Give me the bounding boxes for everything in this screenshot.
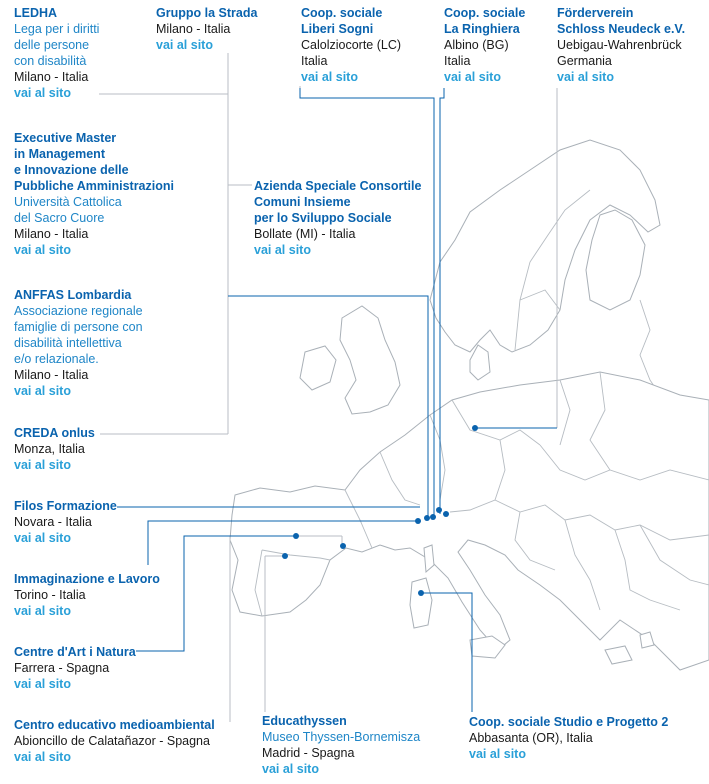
org-location: Bollate (MI) - Italia: [254, 227, 356, 241]
marker-abbasanta[interactable]: [418, 590, 424, 596]
org-location: Milano - Italia: [14, 368, 89, 382]
org-card-anffas: [14, 287, 143, 399]
org-location: Monza, Italia: [14, 442, 85, 456]
marker-torino[interactable]: [415, 518, 421, 524]
org-card-schloss-neudeck: [557, 5, 685, 85]
org-card-immaginazione-lavoro: [14, 571, 160, 619]
org-title: CREDA onlus: [14, 426, 95, 440]
org-location: Calolziocorte (LC) Italia: [301, 38, 402, 68]
org-card-educathyssen: [262, 713, 420, 777]
org-website-link[interactable]: vai al sito: [469, 747, 526, 761]
org-card-gruppo-la-strada: [156, 5, 257, 53]
marker-calolziocorte[interactable]: [436, 507, 442, 513]
org-website-link[interactable]: vai al sito: [14, 243, 71, 257]
org-website-link[interactable]: vai al sito: [14, 677, 71, 691]
org-card-centro-educativo: [14, 717, 215, 765]
org-subtitle: Associazione regionale famiglie di persone con disabilità intellettiva e/o relazionale.: [14, 304, 143, 366]
marker-farrera[interactable]: [340, 543, 346, 549]
org-title: Centro educativo medioambiental: [14, 718, 215, 732]
org-location: Farrera - Spagna: [14, 661, 110, 675]
org-title: Coop. sociale Liberi Sogni: [301, 6, 383, 36]
org-website-link[interactable]: vai al sito: [14, 86, 71, 100]
org-card-liberi-sogni: [301, 5, 401, 85]
org-website-link[interactable]: vai al sito: [14, 604, 71, 618]
marker-albino[interactable]: [443, 511, 449, 517]
org-website-link[interactable]: vai al sito: [254, 243, 311, 257]
org-title: Executive Master in Management e Innovazione delle Pubbliche Amministrazioni: [14, 131, 174, 193]
marker-uebigau[interactable]: [472, 425, 478, 431]
org-title: Förderverein Schloss Neudeck e.V.: [557, 6, 686, 36]
org-title: Immaginazione e Lavoro: [14, 572, 160, 586]
org-location: Milano - Italia: [156, 22, 231, 36]
org-card-ledha: [14, 5, 99, 101]
org-subtitle: Università Cattolica del Sacro Cuore: [14, 195, 122, 225]
org-location: Albino (BG) Italia: [444, 38, 509, 68]
marker-milano[interactable]: [424, 515, 430, 521]
org-location: Torino - Italia: [14, 588, 86, 602]
org-website-link[interactable]: vai al sito: [262, 762, 319, 776]
org-card-la-ringhiera: [444, 5, 525, 85]
org-card-studio-progetto: [469, 714, 668, 762]
org-location: Milano - Italia: [14, 227, 89, 241]
org-subtitle: Lega per i diritti delle persone con disabilità: [14, 22, 100, 68]
org-location: Abioncillo de Calatañazor - Spagna: [14, 734, 210, 748]
org-website-link[interactable]: vai al sito: [444, 70, 501, 84]
marker-abioncillo[interactable]: [293, 533, 299, 539]
org-title: ANFFAS Lombardia: [14, 288, 132, 302]
org-card-filos: [14, 498, 117, 546]
org-card-executive-master: [14, 130, 174, 258]
org-card-centre-art-natura: [14, 644, 136, 692]
marker-monza[interactable]: [430, 514, 436, 520]
org-title: Coop. sociale La Ringhiera: [444, 6, 526, 36]
org-location: Uebigau-Wahrenbrück Germania: [557, 38, 682, 68]
org-card-creda: [14, 425, 95, 473]
org-title: Centre d'Art i Natura: [14, 645, 136, 659]
org-title: Gruppo la Strada: [156, 6, 258, 20]
org-location: Novara - Italia: [14, 515, 92, 529]
org-location: Madrid - Spagna: [262, 746, 355, 760]
org-subtitle: Museo Thyssen-Bornemisza: [262, 730, 421, 744]
org-website-link[interactable]: vai al sito: [301, 70, 358, 84]
org-website-link[interactable]: vai al sito: [14, 531, 71, 545]
org-title: LEDHA: [14, 6, 58, 20]
org-title: Coop. sociale Studio e Progetto 2: [469, 715, 669, 729]
org-website-link[interactable]: vai al sito: [14, 750, 71, 764]
org-title: Filos Formazione: [14, 499, 117, 513]
org-location: Milano - Italia: [14, 70, 89, 84]
marker-madrid[interactable]: [282, 553, 288, 559]
org-card-comuni-insieme: [254, 178, 421, 258]
org-title: Azienda Speciale Consortile Comuni Insieme per lo Sviluppo Sociale: [254, 179, 422, 225]
org-location: Abbasanta (OR), Italia: [469, 731, 593, 745]
org-website-link[interactable]: vai al sito: [14, 458, 71, 472]
org-website-link[interactable]: vai al sito: [156, 38, 213, 52]
org-website-link[interactable]: vai al sito: [14, 384, 71, 398]
org-website-link[interactable]: vai al sito: [557, 70, 614, 84]
org-title: Educathyssen: [262, 714, 347, 728]
